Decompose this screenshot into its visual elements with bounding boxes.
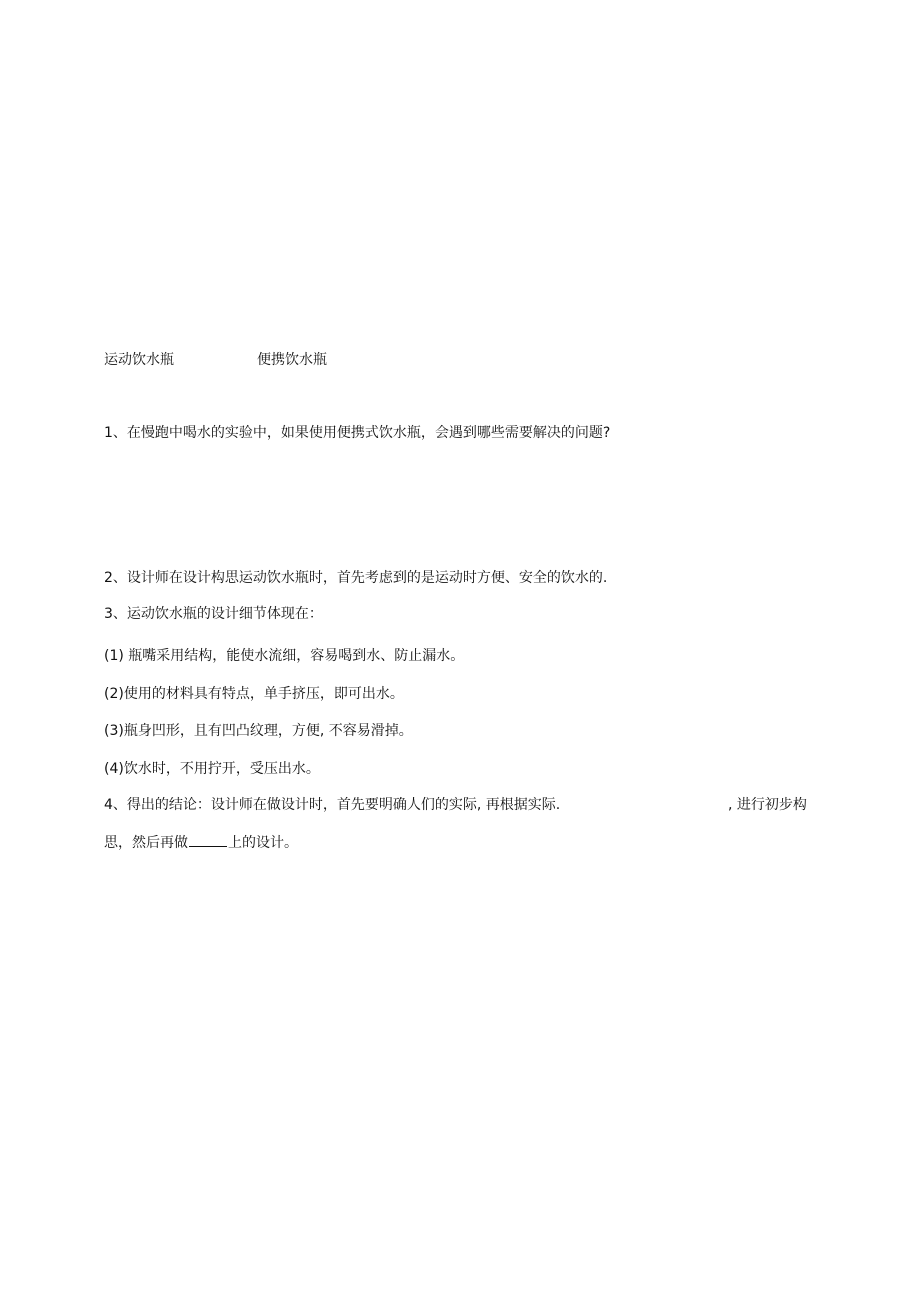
conclusion-line-2-start: 思，然后再做 bbox=[104, 835, 188, 851]
question-1: 1、在慢跑中喝水的实验中，如果使用便携式饮水瓶，会遇到哪些需要解决的问题? bbox=[104, 425, 611, 441]
conclusion-line-1-end: , 进行初步构 bbox=[728, 797, 807, 813]
detail-2: (2)使用的材料具有特点，单手挤压，即可出水。 bbox=[104, 686, 404, 702]
conclusion-line-2-end: 上的设计。 bbox=[228, 835, 298, 851]
question-2: 2、设计师在设计构思运动饮水瓶时，首先考虑到的是运动时方便、安全的饮水的. bbox=[104, 570, 608, 586]
detail-4: (4)饮水时，不用拧开，受压出水。 bbox=[104, 761, 320, 777]
conclusion-line-1: 4、得出的结论：设计师在做设计时，首先要明确人们的实际, 再根据实际. bbox=[104, 797, 561, 813]
label-sports-bottle: 运动饮水瓶 bbox=[104, 352, 174, 368]
detail-3: (3)瓶身凹形，且有凹凸纹理，方便, 不容易滑掉。 bbox=[104, 723, 413, 739]
detail-1: (1) 瓶嘴采用结构，能使水流细，容易喝到水、防止漏水。 bbox=[104, 648, 465, 664]
label-portable-bottle: 便携饮水瓶 bbox=[257, 352, 327, 368]
fill-in-blank[interactable] bbox=[189, 834, 227, 847]
question-3: 3、运动饮水瓶的设计细节体现在： bbox=[104, 606, 323, 622]
conclusion-line-2 bbox=[104, 834, 298, 850]
